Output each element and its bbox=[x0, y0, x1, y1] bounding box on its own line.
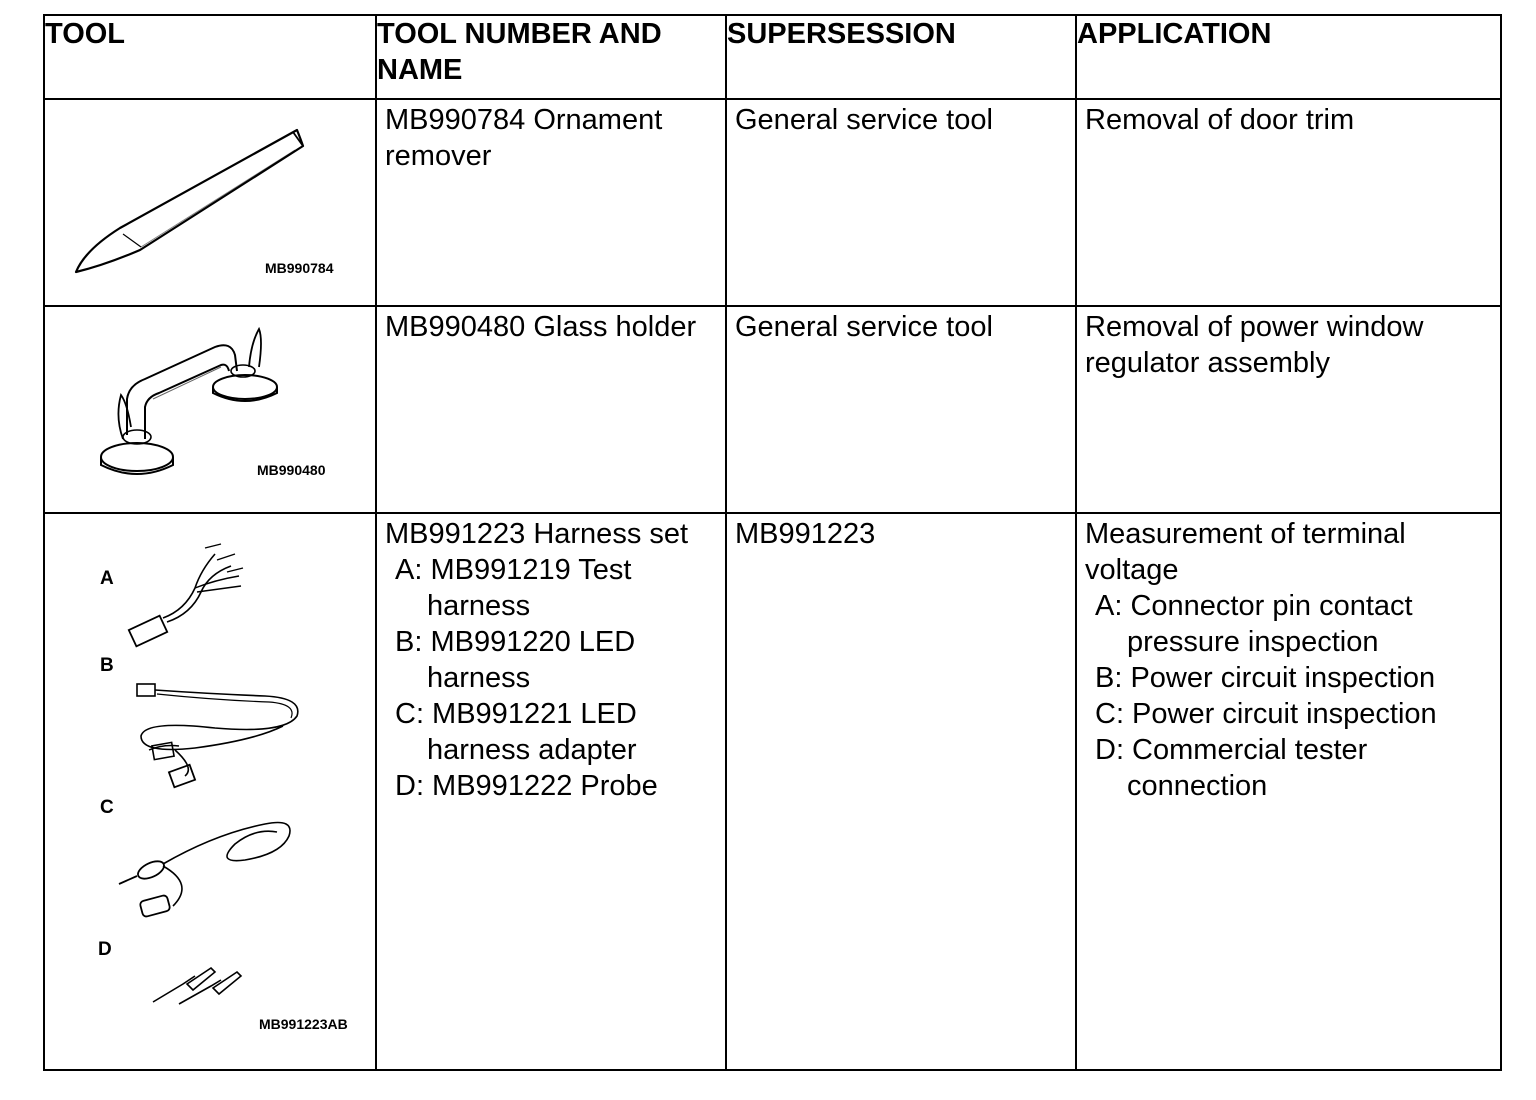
special-tools-table bbox=[43, 14, 1502, 1071]
sub-item: A: MB991219 Test harness bbox=[395, 554, 632, 622]
table-row bbox=[44, 99, 1501, 306]
sub-item: D: MB991222 Probe bbox=[395, 770, 658, 802]
table-row bbox=[44, 513, 1501, 1070]
tool-image-label: MB990784 bbox=[265, 260, 334, 276]
supersession-cell: General service tool bbox=[726, 306, 1076, 513]
header-tool: TOOL bbox=[44, 15, 376, 99]
sub-item: A: Connector pin contact pressure inspection bbox=[1095, 590, 1413, 658]
application-cell: Removal of door trim bbox=[1076, 99, 1501, 306]
image-letter-c: C bbox=[100, 797, 114, 818]
application-cell: Removal of power window regulator assembly bbox=[1076, 306, 1501, 513]
image-letter-d: D bbox=[98, 939, 112, 960]
probe-drawing bbox=[153, 968, 241, 1004]
sub-item: C: Power circuit inspection bbox=[1095, 698, 1437, 730]
tool-image-cell bbox=[44, 306, 376, 513]
led-harness-drawing bbox=[137, 684, 298, 787]
tool-image-label: MB990480 bbox=[257, 462, 326, 478]
sub-item: D: Commercial tester connection bbox=[1095, 734, 1368, 802]
tool-number-name-cell: MB991223 Harness set A: MB991219 Test harness B: MB991220 LED harness C: MB991221 LED harness adapter D: MB991222 Probe bbox=[376, 513, 726, 1070]
supersession-cell: General service tool bbox=[726, 99, 1076, 306]
sub-item: B: Power circuit inspection bbox=[1095, 662, 1436, 694]
tool-image-label: MB991223AB bbox=[259, 1016, 348, 1032]
header-row bbox=[44, 15, 1501, 99]
table-row bbox=[44, 306, 1501, 513]
image-letter-a: A bbox=[100, 568, 114, 589]
header-tool-number-name: TOOL NUMBER AND NAME bbox=[376, 15, 726, 99]
tool-image-cell bbox=[44, 513, 376, 1070]
glass-holder-illustration bbox=[45, 307, 375, 512]
image-letter-b: B bbox=[100, 655, 114, 676]
tool-number-name-cell: MB990784 Ornament remover bbox=[376, 99, 726, 306]
header-application: APPLICATION bbox=[1076, 15, 1501, 99]
supersession-cell: MB991223 bbox=[726, 513, 1076, 1070]
tool-number-name-cell: MB990480 Glass holder bbox=[376, 306, 726, 513]
test-harness-drawing bbox=[129, 544, 243, 646]
tool-image-cell bbox=[44, 99, 376, 306]
header-supersession: SUPERSESSION bbox=[726, 15, 1076, 99]
sub-item: B: MB991220 LED harness bbox=[395, 626, 636, 694]
application-cell: Measurement of terminal voltage A: Connector pin contact pressure inspection B: Power circuit inspection C: Power circuit inspection D: Commercial tester connection bbox=[1076, 513, 1501, 1070]
harness-set-illustration bbox=[45, 514, 375, 1069]
sub-item: C: MB991221 LED harness adapter bbox=[395, 698, 637, 766]
led-harness-adapter-drawing bbox=[119, 823, 290, 918]
